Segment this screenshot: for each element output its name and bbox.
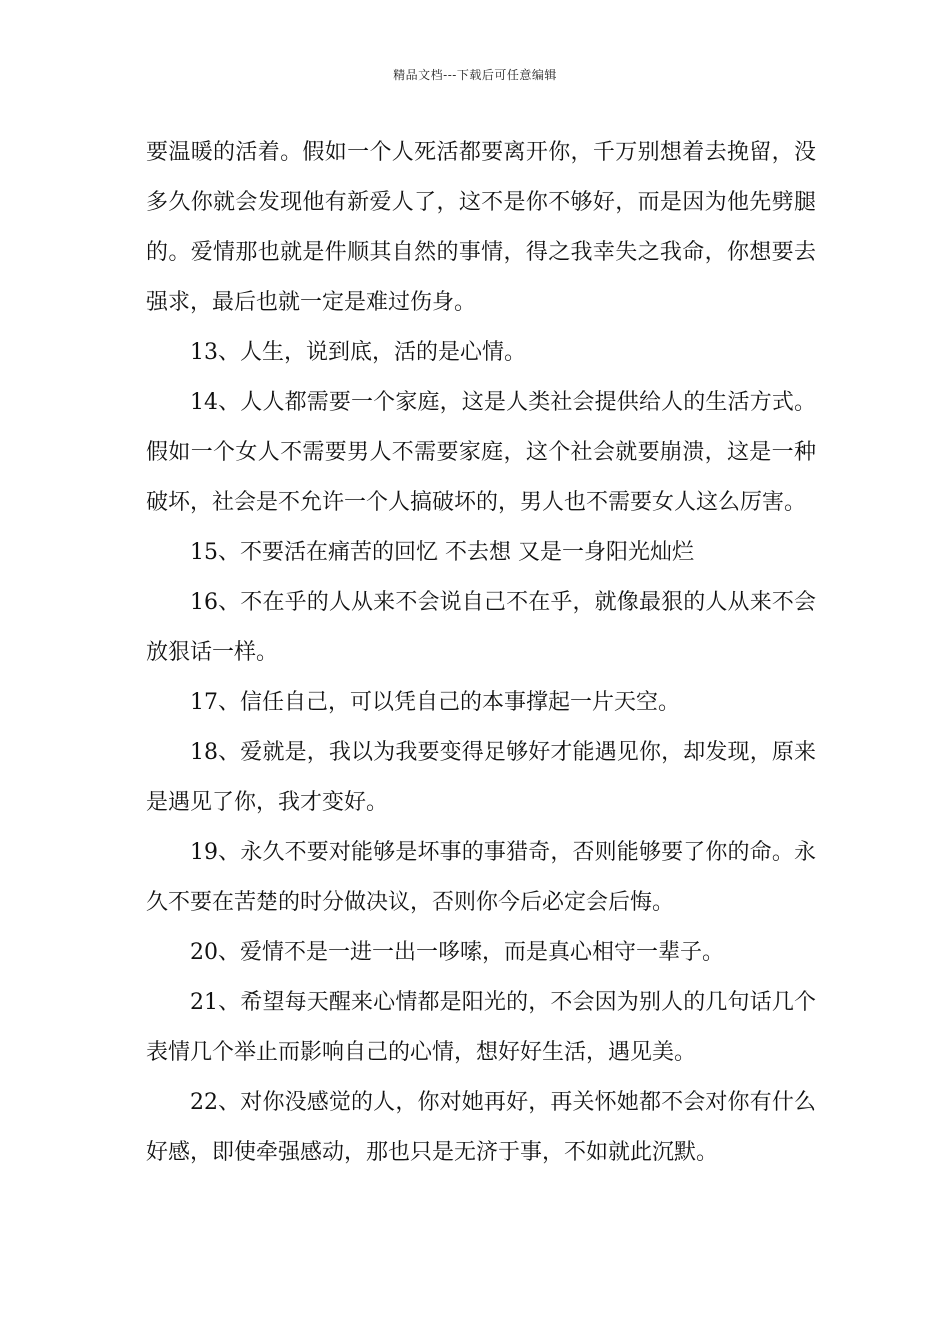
paragraph-22: 22、对你没感觉的人，你对她再好，再关怀她都不会对你有什么好感，即使牵强感动，那也只是无济于事，不如就此沉默。	[146, 1090, 816, 1165]
paragraph-14: 14、人人都需要一个家庭，这是人类社会提供给人的生活方式。假如一个女人不需要男人不需要家庭，这个社会就要崩溃，这是一种破坏，社会是不允许一个人搞破坏的，男人也不需要女人这么厉害。	[146, 390, 816, 515]
paragraph-21: 21、希望每天醒来心情都是阳光的，不会因为别人的几句话几个表情几个举止而影响自己的心情，想好好生活，遇见美。	[146, 990, 816, 1065]
paragraph-16: 16、不在乎的人从来不会说自己不在乎，就像最狠的人从来不会放狠话一样。	[146, 590, 816, 665]
page-header: 精品文档---下载后可任意编辑	[393, 68, 557, 82]
paragraph-17: 17、信任自己，可以凭自己的本事撑起一片天空。	[190, 690, 680, 715]
paragraph-20: 20、爱情不是一进一出一哆嗦，而是真心相守一辈子。	[190, 940, 724, 965]
document-body	[146, 128, 816, 1178]
paragraph-18: 18、爱就是，我以为我要变得足够好才能遇见你，却发现，原来是遇见了你，我才变好。	[146, 740, 816, 815]
paragraph-13: 13、人生，说到底，活的是心情。	[190, 340, 526, 365]
paragraph-15: 15、不要活在痛苦的回忆 不去想 又是一身阳光灿烂	[190, 540, 694, 565]
paragraph-continuation: 要温暖的活着。假如一个人死活都要离开你，千万别想着去挽留，没多久你就会发现他有新爱人了，这不是你不够好，而是因为他先劈腿的。爱情那也就是件顺其自然的事情，得之我幸失之我命，你想要去强求，最后也就一定是难过伤身。	[146, 140, 816, 315]
paragraph-19: 19、永久不要对能够是坏事的事猎奇，否则能够要了你的命。永久不要在苦楚的时分做决议，否则你今后必定会后悔。	[146, 840, 816, 915]
